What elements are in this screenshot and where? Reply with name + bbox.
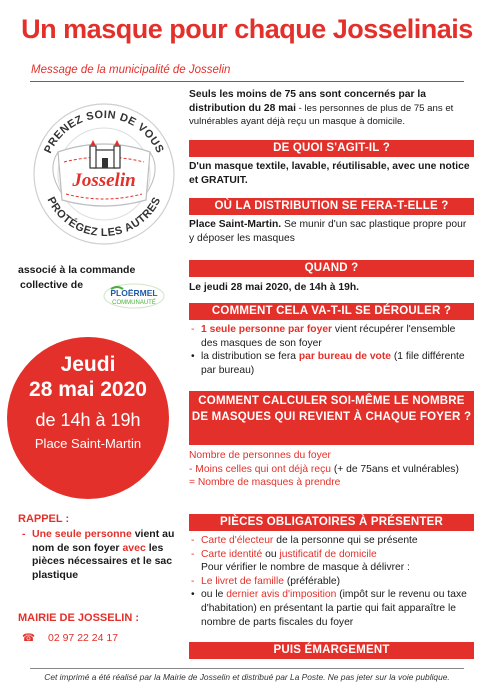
- pieces-item-4-red: dernier avis d'imposition: [226, 589, 337, 601]
- intro-text: [189, 88, 474, 129]
- partner-line-1: associé à la commande: [18, 264, 136, 276]
- footer-text: Cet imprimé a été réalisé par la Mairie de Josselin et distribué par La Poste. Ne pas jeter sur la voie publique.: [44, 672, 450, 682]
- comment-item-1-text: vient récupérer l'ensemble des masques de son foyer: [201, 324, 456, 349]
- comment-item-2: [189, 350, 474, 377]
- date-place: Place Saint-Martin: [34, 436, 142, 451]
- phone-icon: ☎: [22, 632, 36, 644]
- page-title: Un masque pour chaque Josselinais: [21, 14, 473, 44]
- section-comment-body: [189, 323, 474, 377]
- pieces-item-4-text2: (impôt sur le revenu ou taxe d'habitation) en présentant la partie qui fait apparaître le nombre de parts fiscales du foyer: [201, 589, 467, 628]
- pieces-item-1-red: Carte d'électeur: [201, 535, 274, 546]
- section-calcul-heading: COMMENT CALCULER SOI-MÊME LE NOMBRE DE MASQUES QUI REVIENT À CHAQUE FOYER ?: [189, 391, 474, 445]
- calcul-line-2-text: (+ de 75ans et vulnérables): [330, 463, 459, 475]
- comment-item-1: [189, 323, 474, 350]
- pieces-item-1-text: de la personne qui se présente: [273, 535, 418, 546]
- pieces-item-4: [189, 588, 474, 629]
- calcul-line-1: Nombre de personnes du foyer: [189, 450, 331, 461]
- pieces-item-2-red2: justificatif de domicile: [279, 548, 377, 560]
- rappel-item: [22, 528, 180, 582]
- pieces-item-2-red: Carte identité: [201, 548, 263, 560]
- logo-bottom-text: PROTÉGEZ LES AUTRES: [44, 195, 164, 240]
- ploermel-logo-line2: COMMUNAUTÉ: [112, 300, 156, 306]
- rappel-item-text: vient au nom de son foyer: [32, 528, 175, 554]
- section-ou-heading: OÙ LA DISTRIBUTION SE FERA-T-ELLE ?: [189, 198, 474, 215]
- logo-top-text: PRENEZ SOIN DE VOUS: [42, 108, 166, 156]
- date-hours: de 14h à 19h: [35, 410, 141, 430]
- phone-number: 02 97 22 24 17: [48, 632, 119, 644]
- section-quand-heading: QUAND ?: [189, 260, 474, 277]
- section-emargement-heading: PUIS ÉMARGEMENT: [189, 642, 474, 659]
- mairie-phone: [22, 632, 118, 644]
- section-pieces-heading: PIÈCES OBLIGATOIRES À PRÉSENTER: [189, 514, 474, 531]
- date-circle: [7, 337, 169, 499]
- intro-rest: - les personnes de plus de 75 ans et vulnérables ayant déjà reçu un masque à domicile.: [189, 102, 454, 128]
- section-quoi-text: D'un masque textile, lavable, réutilisable, avec une notice et GRATUIT.: [189, 161, 470, 186]
- ploermel-logo-line1: PLOËRMEL: [110, 288, 158, 298]
- calcul-line-2-red: - Moins celles qui ont déjà reçu: [189, 463, 331, 475]
- pieces-item-2-mid: ou: [262, 548, 280, 560]
- intro-bold: Seuls les moins de 75 ans sont concernés par la distribution du 28 mai: [189, 89, 426, 114]
- title-divider: [30, 81, 464, 82]
- section-ou-text: [189, 218, 474, 245]
- footer-divider: [30, 668, 464, 669]
- logo-name: Josselin: [72, 170, 136, 191]
- pieces-item-1: [189, 534, 474, 548]
- section-quoi-heading: DE QUOI S'AGIT-IL ?: [189, 140, 474, 157]
- section-ou-rest: Se munir d'un sac plastique propre pour y déposer les masques: [189, 219, 467, 244]
- pieces-item-3-text: (préférable): [283, 575, 341, 587]
- mairie-title: MAIRIE DE JOSSELIN :: [18, 612, 140, 624]
- section-comment-heading: COMMENT CELA VA-T-IL SE DÉROULER ?: [189, 303, 474, 320]
- section-calcul-body: [189, 449, 474, 490]
- comment-item-2-red: par bureau de vote: [298, 351, 391, 363]
- rappel-item-red: Une seule personne: [32, 528, 132, 540]
- comment-item-1-red: 1 seule personne par foyer: [201, 324, 333, 335]
- calcul-line-2: [189, 463, 474, 477]
- ploermel-logo: [103, 283, 165, 309]
- page-subtitle: Message de la municipalité de Josselin: [31, 64, 231, 76]
- section-ou-bold: Place Saint-Martin.: [189, 219, 282, 230]
- partner-line-2: collective de: [20, 279, 84, 291]
- rappel-item-text2: les pièces nécessaires et le sac plastique: [32, 541, 173, 581]
- section-pieces-body: [189, 534, 474, 629]
- pieces-item-4-text: ou le: [201, 589, 227, 601]
- section-quand-text: Le jeudi 28 mai 2020, de 14h à 19h.: [189, 282, 359, 293]
- calcul-line-3: = Nombre de masques à prendre: [189, 477, 341, 489]
- josselin-logo: [28, 90, 180, 260]
- rappel-item-red2: avec: [122, 541, 146, 554]
- rappel-title: RAPPEL :: [18, 513, 70, 525]
- date-full: 28 mai 2020: [29, 378, 147, 401]
- date-day: Jeudi: [60, 353, 116, 376]
- rappel-list: [22, 528, 180, 583]
- pieces-item-3: [189, 575, 474, 589]
- comment-item-2-text2: (1 file différente par bureau): [201, 351, 465, 376]
- pieces-item-3-red: Le livret de famille: [201, 575, 284, 587]
- pieces-item-2: [189, 548, 474, 562]
- pieces-verify-text: Pour vérifier le nombre de masque à délivrer :: [201, 562, 410, 574]
- comment-item-2-text: la distribution se fera: [201, 351, 299, 363]
